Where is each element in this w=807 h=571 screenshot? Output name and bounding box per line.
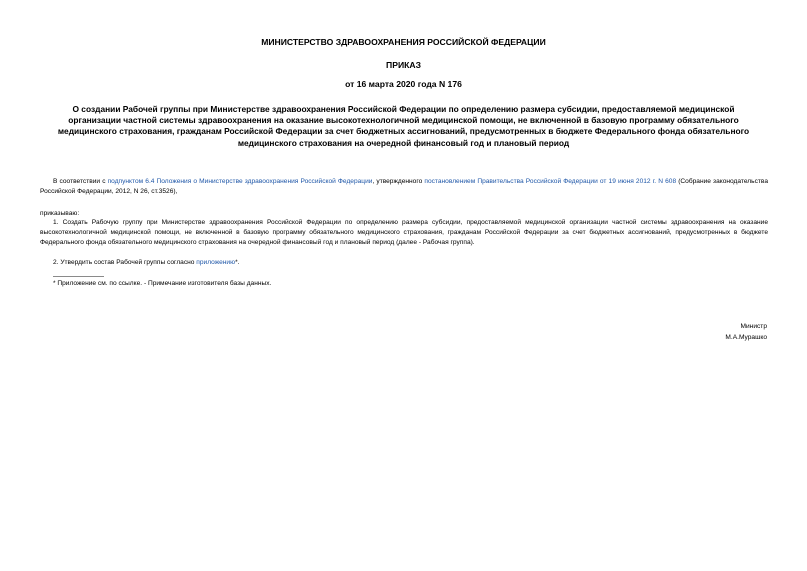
document-type: ПРИКАЗ <box>386 60 421 70</box>
order-item-1: 1. Создать Рабочую группу при Министерстве здравоохранения Российской Федерации по определению размера субсидии, предоставляемой медицинской организации частной системы здравоохранения на оказание высокотехнологичной медицинской помощи, не включенной в базовую программу обязательного медицинского страхования, гражданам Российской Федерации за счет бюджетных ассигнований, предусмотренных в бюджете Федерального фонда обязательного медицинского страхования на очередной финансовый год и плановый период (далее - Рабочая группа). <box>40 219 768 246</box>
order-item-2 <box>40 258 768 268</box>
appendix-link[interactable]: приложению <box>196 259 236 266</box>
basis-suffix: (Собрание законодательства Российской Федерации, 2012, N 26, ст.3526), <box>40 178 768 195</box>
basis-middle: , утвержденного <box>372 178 425 185</box>
signatory-name: М.А.Мурашко <box>725 334 767 341</box>
signatory-title: Министр <box>740 323 767 330</box>
government-decree-link[interactable]: постановлением Правительства Российской Федерации от 19 июня 2012 г. N 608 <box>424 178 677 185</box>
footnote-divider <box>53 276 104 277</box>
basis-prefix: В соответствии с <box>53 178 108 185</box>
basis-paragraph <box>40 177 768 197</box>
footnote: * Приложение см. по ссылке. - Примечание изготовителя базы данных. <box>53 280 272 287</box>
item2-suffix: *. <box>235 259 240 266</box>
orders-word: приказываю: <box>40 210 80 217</box>
order-title: О создании Рабочей группы при Министерстве здравоохранения Российской Федерации по определению размера субсидии, предоставляемой медицинской организации частной системы здравоохранения на оказание высокотехнологичной медицинской помощи, не включенной в базовую программу обязательного медицинского страхования, гражданам Российской Федерации за счет бюджетных ассигнований, предусмотренных в бюджете Федерального фонда обязательного медицинского страхования на очередной финансовый год и плановый период <box>57 104 750 148</box>
regulation-link[interactable]: подпунктом 6.4 Положения о Министерстве здравоохранения Российской Федерации <box>107 178 373 185</box>
order-date-number: от 16 марта 2020 года N 176 <box>345 79 462 89</box>
item2-prefix: 2. Утвердить состав Рабочей группы согласно <box>53 259 197 266</box>
ministry-heading: МИНИСТЕРСТВО ЗДРАВООХРАНЕНИЯ РОССИЙСКОЙ ФЕДЕРАЦИИ <box>261 37 546 47</box>
